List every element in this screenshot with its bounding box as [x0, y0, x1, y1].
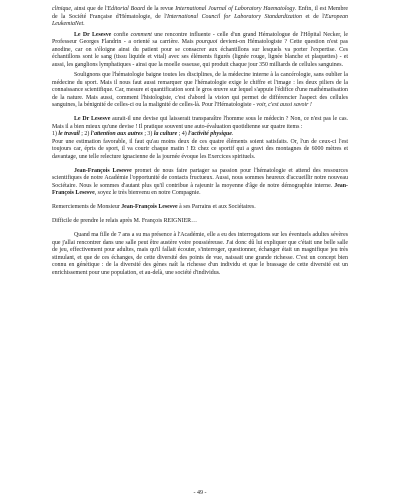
paragraph-motto: Le Dr Lesesve aurait-il une devise qui laisserait transparaître l'homme sous le médecin ? Non, ce n'est pas le cas. Mais il a bien mieux qu'une devise ! Il pratique souvent une auto-évaluation quotidienne sur quatre items : 1) le travail ; 2) l'attention aux autres ; 3) la culture ; 4) l'activité physique. Pour une estimation favorable, il faut qu'au moins deux de ces quatre éléments soient satisfaits. Or, l'un de ceux-ci l'est toujours car, épris de sport, il va courir chaque matin ! Et chez ce sportif qui a gravi des montagnes de 6000 mètres et davantage, une telle relecture ignacienne de la journée évoque les Exercices spirituels.	[52, 116, 348, 160]
paragraph-relay: Difficile de prendre le relais après M. François REIGNIER…	[52, 218, 197, 224]
paragraph-thanks: Remerciements de Monsieur Jean-François Lesesve à ses Parrains et aux Sociétaires.	[52, 204, 256, 210]
document-page	[52, 6, 348, 498]
paragraph-intro-continued: clinique, ainsi que de l'Editorial Board de la revue International Journal of Laboratory Haematology. Enfin, il est Membre de la Société Française d'Hématologie, de l'International Council for Laboratory Standardization et de l'European LeukemiaNet.	[52, 6, 348, 27]
paragraph-welcome: Jean-François Lesesve promet de nous faire partager sa passion pour l'hématologie et attend des ressources scientifiques de notre Académie l'opportunité de contacts fructueux. Aussi, nous sommes heureux d'accueillir notre nouveau Sociétaire. Nous le sommes d'autant plus qu'il contribue à rajeunir la moyenne d'âge de notre démographie interne. Jean-François Lesesve, soyez le très bienvenu en notre Compagnie.	[52, 167, 348, 196]
paragraph-daughter: Quand ma fille de 7 ans a su ma présence à l'Académie, elle a eu des interrogations sur les éventuels adultes sévères que j'allai rencontrer dans une salle peut être austère voire poussiéreuse. J'ai donc dû lui expliquer que c'était une belle salle de jeu, effectivement pour adultes, mais qu'il fallait écouter, s'interroger, questionner, échanger était un magnifique jeu très stimulant, et que de ces échanges, de cette diversité des points de vue, naissait une grande richesse. C'est un concept bien connu en génétique : de la diversité des gènes naît la richesse d'un individu et que le brassage de cette diversité est un enrichissement pour une population, et au-delà, une société d'individus.	[52, 232, 348, 276]
page-number: - 49 -	[193, 490, 207, 497]
paragraph-career: Le Dr Lesesve confie comment une rencontre influente - celle d'un grand Hématologue de l'Hôpital Necker, le Professeur Georges Flandrin - a orienté sa carrière. Mais pourquoi devient-on Hématologiste ? Cette question n'est pas anodine, car on s'éloigne ainsi du patient pour se consacrer aux échantillons sur lesquels va porter l'expertise. Ces échantillons sont le sang (tissu liquide et vital) avec ses éléments figurés (lignée rouge, lignée blanche et plaquettes) - et aussi, les ganglions lymphatiques - ainsi que la moelle osseuse, qui produit chaque jour 350 milliards de cellules sanguines.	[52, 31, 348, 68]
paragraph-hematology: Soulignons que l'hématologie baigne toutes les disciplines, de la médecine interne à la cancérologie, sans oublier la médecine du sport. Mais il nous faut aussi remarquer que l'hématologie exige le chiffre et l'image : les deux piliers de la connaissance scientifique. Car, mesure et quantification sont le gros œuvre sur lequel s'appuie l'édifice d'une mathématisation de la nature. Mais aussi, comment l'histologiste, c'est d'abord la vision qui permet de différencier l'aspect des cellules sanguines, la bénignité de celles-ci ou la malignité de celles-là. Pour l'Hématologiste - voir, c'est aussi savoir !	[52, 72, 348, 108]
